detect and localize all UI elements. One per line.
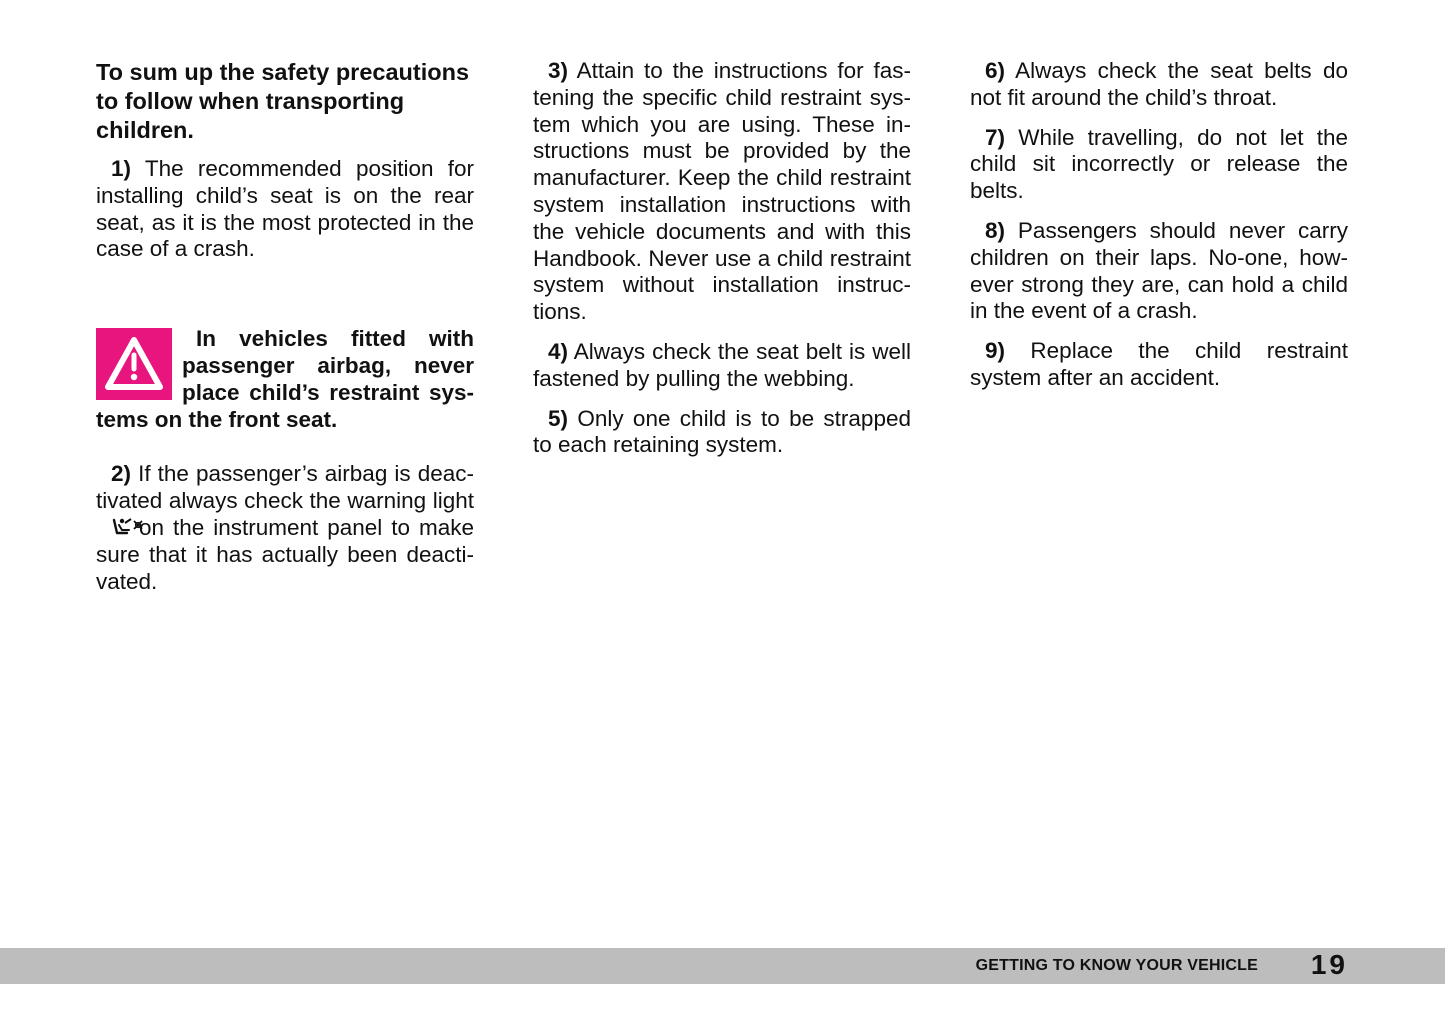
item-number: 7) [985, 124, 1006, 150]
page-footer [0, 948, 1445, 984]
page-number: 19 [1310, 949, 1348, 980]
item-number: 6) [985, 58, 1006, 83]
item-number: 9) [985, 338, 1006, 364]
footer-section-title: GETTING TO KNOW YOUR VEHICLE [975, 957, 1258, 974]
airbag-deactivated-lamp-icon [96, 517, 130, 537]
item-text: Passengers should never carry children on their laps. No-one, however strong they are, can hold a child in the event of a crash. [970, 217, 1348, 324]
precaution-item-7 [970, 125, 1348, 205]
precaution-item-6 [970, 58, 1348, 112]
warning-text: In vehicles fitted with passenger airbag, never place child’s restraint systems on the front seat. [96, 326, 474, 432]
item-text: Replace the child restraint system after an accident. [970, 338, 1348, 390]
item-text: Only one child is to be strapped to each retaining system. [533, 405, 911, 458]
precaution-item-4 [533, 339, 911, 393]
precaution-item-3 [533, 58, 911, 326]
item-number: 5) [548, 405, 569, 431]
item-number: 8) [985, 217, 1006, 243]
item-text-before-icon: If the passenger’s airbag is deactivated always check the warning light [96, 461, 474, 514]
precaution-item-8 [970, 218, 1348, 325]
section-heading: To sum up the safety precautions to follow when transporting children. [96, 59, 470, 143]
item-number: 3) [548, 58, 569, 83]
item-number: 2) [111, 461, 132, 487]
item-text: Always check the seat belts do not fit around the child’s throat. [970, 58, 1348, 110]
precaution-item-9 [970, 338, 1348, 392]
warning-triangle-icon [96, 328, 172, 400]
column-middle [533, 58, 911, 472]
column-right [970, 58, 1348, 405]
airbag-warning [96, 326, 474, 433]
item-number: 1) [111, 156, 132, 181]
item-text-after-icon: on the instrument panel to make sure that it has actually been deactivated. [96, 514, 474, 594]
item-text: While travelling, do not let the child sit incorrectly or release the belts. [970, 124, 1348, 204]
precaution-item-2 [96, 461, 474, 595]
item-text: Always check the seat belt is well fastened by pulling the webbing. [533, 338, 911, 391]
item-number: 4) [548, 338, 569, 364]
column-left [96, 58, 474, 608]
item-text: The recommended position for installing child’s seat is on the rear seat, as it is the most protected in the case of a crash. [96, 156, 474, 262]
precaution-item-1 [96, 156, 474, 263]
precaution-item-5 [533, 406, 911, 460]
item-text: Attain to the instructions for fastening the specific child restraint system which you are using. These instructions must be provided by the manufacturer. Keep the child restraint system installation instructions with the vehicle documents and with this Handbook. Never use a child restraint system without installation instructions. [533, 58, 911, 325]
